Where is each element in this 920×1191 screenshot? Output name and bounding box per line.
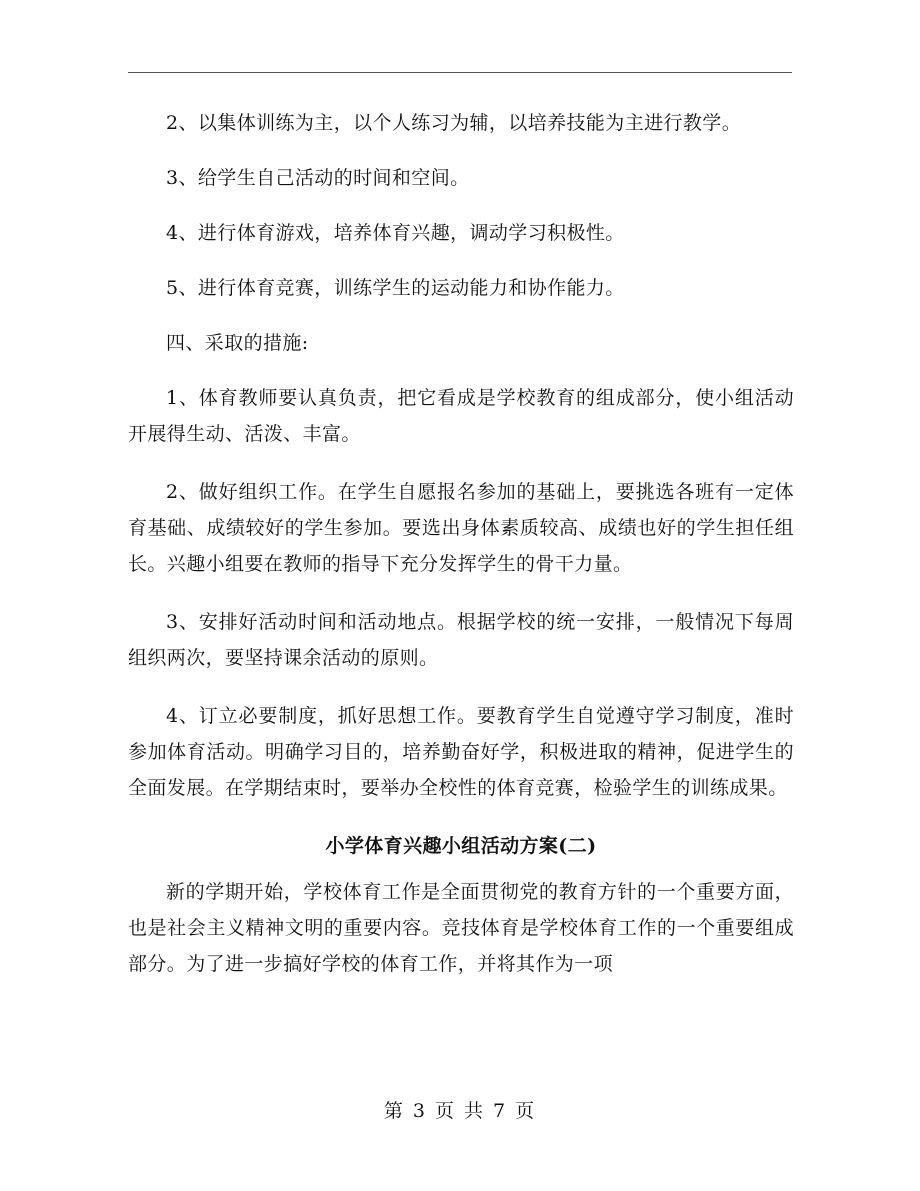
measure-paragraph-1: 1、体育教师要认真负责，把它看成是学校教育的组成部分，使小组活动开展得生动、活泼、丰富。 bbox=[128, 387, 794, 445]
measure-paragraph-4: 4、订立必要制度，抓好思想工作。要教育学生自觉遵守学习制度，准时参加体育活动。明确学习目的，培养勤奋好学，积极进取的精神，促进学生的全面发展。在学期结束时，要举办全校性的体育竞赛，检验学生的训练成果。 bbox=[128, 705, 794, 799]
measure-paragraph-2: 2、做好组织工作。在学生自愿报名参加的基础上，要挑选各班有一定体育基础、成绩较好的学生参加。要选出身体素质较高、成绩也好的学生担任组长。兴趣小组要在教师的指导下充分发挥学生的骨干力量。 bbox=[128, 481, 794, 575]
intro-paragraph: 新的学期开始，学校体育工作是全面贯彻党的教育方针的一个重要方面，也是社会主义精神文明的重要内容。竞技体育是学校体育工作的一个重要组成部分。为了进一步搞好学校的体育工作，并将其作为一项 bbox=[128, 881, 794, 975]
document-body bbox=[128, 105, 794, 1004]
paragraph-item-5: 5、进行体育竞赛，训练学生的运动能力和协作能力。 bbox=[166, 277, 625, 299]
header-rule bbox=[128, 72, 792, 73]
paragraph-item-4: 4、进行体育游戏，培养体育兴趣，调动学习积极性。 bbox=[166, 222, 625, 244]
paragraph-item-2: 2、以集体训练为主，以个人练习为辅，以培养技能为主进行教学。 bbox=[166, 112, 742, 134]
measure-paragraph-3: 3、安排好活动时间和活动地点。根据学校的统一安排，一般情况下每周组织两次，要坚持课余活动的原则。 bbox=[128, 611, 794, 669]
page-number-footer: 第 3 页 共 7 页 bbox=[383, 1100, 537, 1122]
paragraph-item-3: 3、给学生自己活动的时间和空间。 bbox=[166, 167, 470, 189]
section-heading-measures: 四、采取的措施: bbox=[166, 332, 309, 354]
section-title: 小学体育兴趣小组活动方案(二) bbox=[325, 835, 597, 857]
